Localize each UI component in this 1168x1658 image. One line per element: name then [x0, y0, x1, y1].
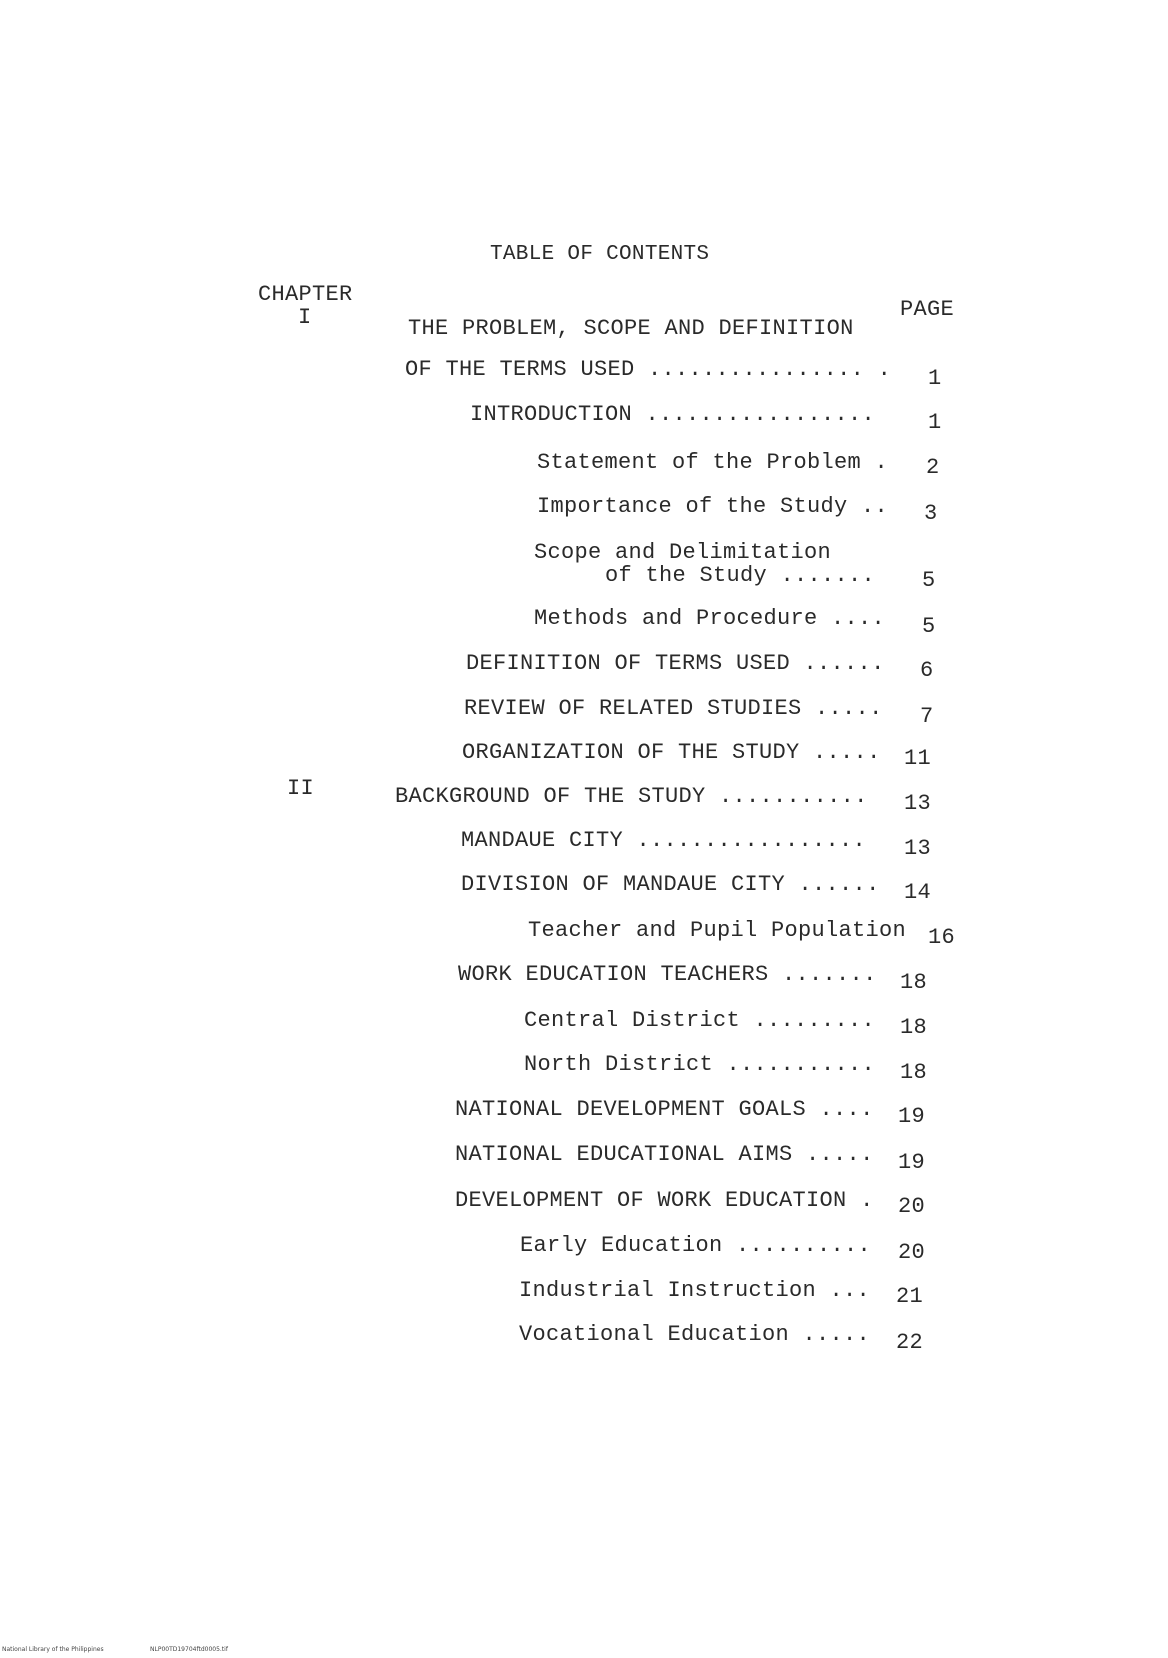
toc-entry-text: ORGANIZATION OF THE STUDY .....: [462, 740, 881, 765]
toc-entry-text: NATIONAL DEVELOPMENT GOALS ....: [455, 1097, 874, 1122]
toc-entry-page: 3: [924, 501, 938, 526]
toc-entry-page: 13: [904, 836, 932, 861]
footer-source-label: National Library of the Philippines: [2, 1646, 104, 1653]
toc-entry-text: Importance of the Study ..: [537, 494, 889, 519]
toc-entry-text: BACKGROUND OF THE STUDY ...........: [395, 784, 868, 809]
toc-entry-page: 18: [900, 970, 928, 995]
toc-entry-page: 5: [922, 568, 936, 593]
toc-entry-text: DEFINITION OF TERMS USED ......: [466, 651, 885, 676]
toc-entry-text: DEVELOPMENT OF WORK EDUCATION .: [455, 1188, 874, 1213]
toc-entry-page: 18: [900, 1015, 928, 1040]
toc-entry-page: 19: [898, 1150, 926, 1175]
toc-entry-page: 20: [898, 1194, 926, 1219]
toc-entry-text: DIVISION OF MANDAUE CITY ......: [461, 872, 880, 897]
page-column-header: PAGE: [900, 297, 955, 322]
toc-entry-page: 6: [920, 658, 934, 683]
toc-entry-text: WORK EDUCATION TEACHERS .......: [458, 962, 877, 987]
toc-entry-page: 18: [900, 1060, 928, 1085]
toc-entry-page: 13: [904, 791, 932, 816]
toc-entry-text: North District ...........: [524, 1052, 876, 1077]
toc-entry-page: 1: [928, 410, 942, 435]
toc-entry-text: of the Study .......: [605, 563, 876, 588]
toc-entry-page: 19: [898, 1104, 926, 1129]
chapter-numeral-2: II: [287, 776, 315, 801]
toc-entry-text: Central District .........: [524, 1008, 876, 1033]
toc-entry-text: THE PROBLEM, SCOPE AND DEFINITION: [408, 316, 854, 341]
toc-entry-text: Vocational Education .....: [519, 1322, 871, 1347]
toc-entry-page: 21: [896, 1284, 924, 1309]
footer-file-name: NLP00TD19704ftd0005.tif: [150, 1646, 228, 1653]
toc-entry-page: 22: [896, 1330, 924, 1355]
toc-entry-page: 7: [920, 704, 934, 729]
toc-entry-page: 1: [928, 366, 942, 391]
toc-entry-text: INTRODUCTION .................: [470, 402, 876, 427]
toc-entry-text: Methods and Procedure ....: [534, 606, 886, 631]
toc-entry-page: 14: [904, 880, 932, 905]
toc-entry-text: OF THE TERMS USED ................ .: [405, 357, 892, 382]
toc-entry-page: 11: [904, 746, 932, 771]
toc-entry-text: Scope and Delimitation: [534, 540, 832, 565]
chapter-numeral-1: I: [298, 305, 312, 330]
toc-title: TABLE OF CONTENTS: [490, 243, 710, 266]
toc-entry-page: 5: [922, 614, 936, 639]
toc-entry-page: 16: [928, 925, 956, 950]
toc-entry-page: 20: [898, 1240, 926, 1265]
toc-entry-text: MANDAUE CITY .................: [461, 828, 867, 853]
toc-entry-text: Statement of the Problem .: [537, 450, 889, 475]
chapter-column-header: CHAPTER: [258, 282, 353, 307]
toc-entry-text: Industrial Instruction ...: [519, 1278, 871, 1303]
toc-entry-text: NATIONAL EDUCATIONAL AIMS .....: [455, 1142, 874, 1167]
toc-entry-text: Early Education ..........: [520, 1233, 872, 1258]
toc-entry-text: Teacher and Pupil Population: [528, 918, 907, 943]
toc-entry-page: 2: [926, 455, 940, 480]
toc-entry-text: REVIEW OF RELATED STUDIES .....: [464, 696, 883, 721]
